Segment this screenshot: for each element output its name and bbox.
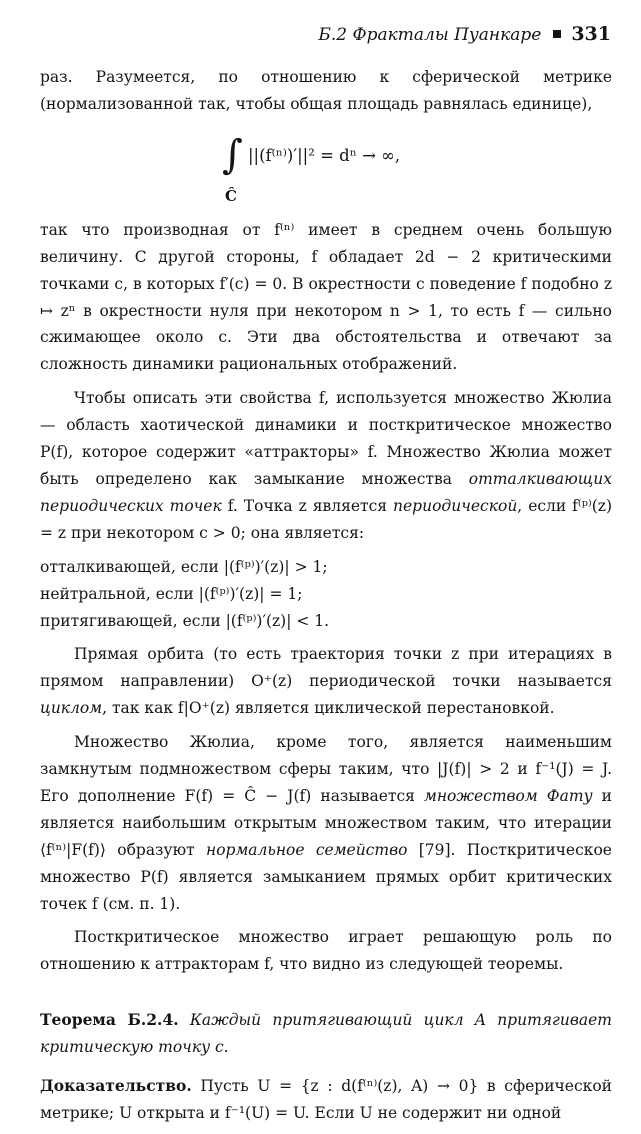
cases-list [40,554,612,635]
paragraph-6: Посткритическое множество играет решающую роль по отношению к аттракторам f, что видно из следующей теоремы. [40,928,612,974]
proof-label: Доказательство. [40,1076,192,1096]
paragraph-3-text-c: , если f⁽ᵖ⁾(z) = z при некотором c > 0; она является: [40,496,612,542]
paragraph-5-text-b: и является наибольшим открытым множеством таким, что итерации ⟨f⁽ⁿ⁾|F(f)⟩ образуют [40,786,612,859]
formula-domain: Ĉ [225,186,237,205]
page-body [40,64,612,1134]
running-header [0,20,611,48]
term-fatou-set: множеством Фату [423,786,593,805]
case-neutral: нейтральной, если |(f⁽ᵖ⁾)′(z)| = 1; [40,584,303,603]
display-formula [40,125,612,213]
theorem [40,1007,612,1061]
paragraph-4-text-a: Прямая орбита (то есть траектория точки z при итерациях в прямом направлении) O⁺(z) периодической точки называется [40,645,612,691]
paragraph-4 [40,641,612,722]
proof [40,1073,612,1127]
formula-expression: ||(f⁽ⁿ⁾)′||² = dⁿ → ∞, [248,145,401,165]
term-normal-family: нормальное семейство [205,840,408,859]
section-spacer [40,985,612,1007]
paragraph-5 [40,729,612,917]
case-attracting: притягивающей, если |(f⁽ᵖ⁾)′(z)| < 1. [40,611,330,630]
paragraph-5-text-c: [79]. Посткритическое множество P(f) является замыканием прямых орбит критических точек f (см. п. 1). [40,840,612,913]
case-repelling: отталкивающей, если |(f⁽ᵖ⁾)′(z)| > 1; [40,557,328,576]
paragraph-4-text-b: , так как f|O⁺(z) является циклической перестановкой. [102,699,555,718]
paragraph-3-text-a: Чтобы описать эти свойства f, используется множество Жюлиа — область хаотической динамики и посткритическое множество P(f), которое содержит «аттракторы» f. Множество Жюлиа может быть определено как замыкание множества [40,389,612,488]
paragraph-1: раз. Разумеется, по отношению к сферической метрике (нормализованной так, чтобы общая площадь равнялась единице), [40,68,612,113]
paragraph-2: так что производная от f⁽ⁿ⁾ имеет в среднем очень большую величину. С другой стороны, f обладает 2d − 2 критическими точками c, в которых f′(c) = 0. В окрестности c поведение f подобно z ↦ zⁿ в окрестности нуля при некотором n > 1, то есть f — сильно сжимающее около c. Эти два обстоятельства и отвечают за сложность динамики рациональных отображений. [40,220,612,374]
theorem-statement: Каждый притягивающий цикл A притягивает критическую точку c. [40,1011,612,1057]
theorem-label: Теорема Б.2.4. [40,1010,179,1030]
term-periodic: периодической [393,496,518,515]
paragraph-5-text-a: Множество Жюлиа, кроме того, является наименьшим замкнутым подмножеством сферы таким, что |J(f)| > 2 и f⁻¹(J) = J. Его дополнение F(f) = Ĉ − J(f) называется [40,733,612,805]
page-number: 331 [571,23,611,45]
paragraph-3-text-b: f. Точка z является [221,496,394,515]
proof-text: Пусть U = {z : d(f⁽ⁿ⁾(z), A) → 0} в сферической метрике; U открыта и f⁻¹(U) = U. Если U не содержит ни одной [40,1077,612,1122]
paragraph-3 [40,385,612,546]
running-title: Б.2 Фракталы Пуанкаре [318,25,542,45]
integral-sign: ∫ [222,131,243,178]
term-cycle: циклом [40,699,103,718]
separator-square-icon [553,30,561,38]
term-repelling-periodic-points: отталкивающих периодических точек [40,469,612,515]
